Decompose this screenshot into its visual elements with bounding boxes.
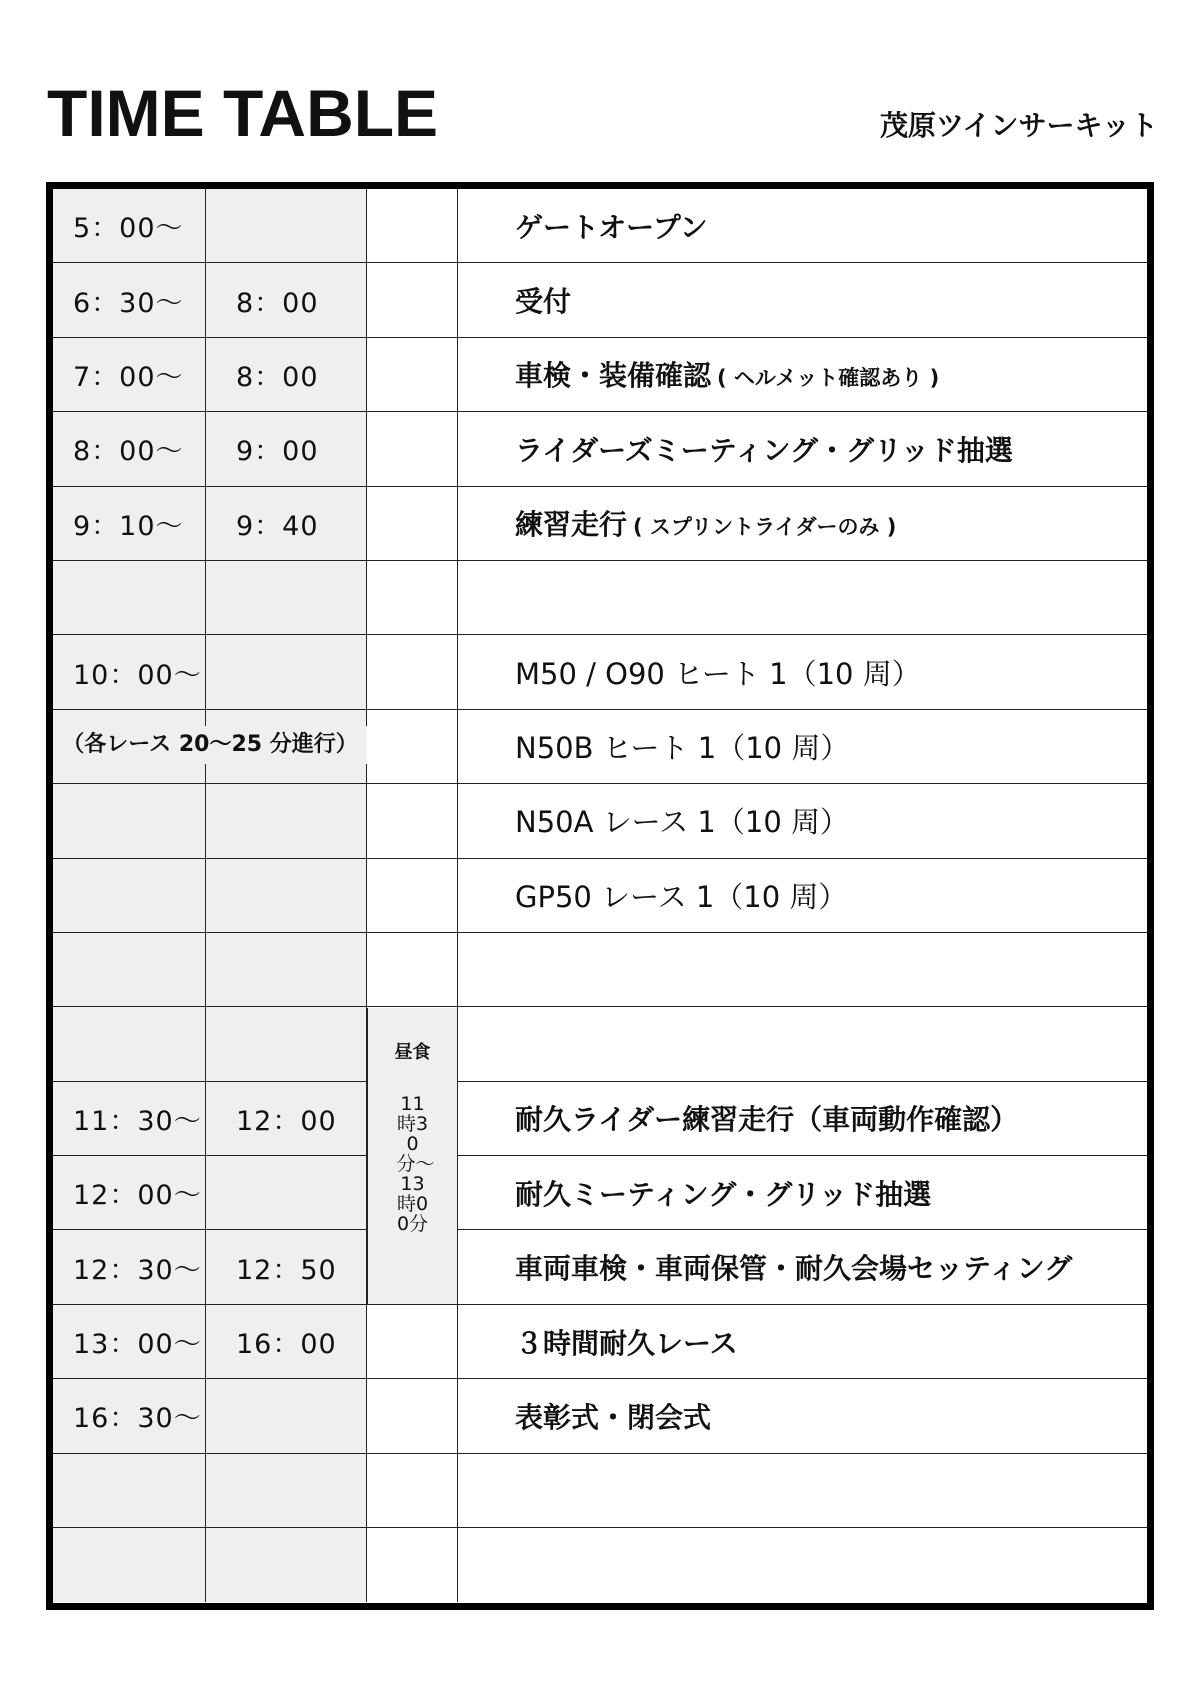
event-text: [515, 429, 1013, 469]
event-text: [515, 875, 847, 916]
side-cell: [367, 859, 458, 933]
event-text: [515, 800, 849, 841]
event-cell: [458, 338, 1147, 412]
event-note: ( スプリントライダーのみ ): [633, 515, 897, 540]
start-time: 6：30〜: [73, 287, 184, 319]
event-title: 表彰式・閉会式: [515, 1400, 712, 1434]
end-time-cell: [206, 189, 367, 263]
start-time-cell: [53, 933, 206, 1007]
end-time-cell: [206, 859, 367, 933]
end-time-cell: [206, 1230, 367, 1304]
timetable-frame: [46, 182, 1154, 1610]
end-time-cell: [206, 1082, 367, 1156]
side-cell: [367, 487, 458, 561]
start-time-cell: [53, 1007, 206, 1081]
event-text: [515, 1173, 931, 1213]
side-cell: [367, 561, 458, 635]
end-time-cell: [206, 1379, 367, 1453]
event-cell: [458, 784, 1147, 858]
event-cell: [458, 710, 1147, 784]
event-text: [515, 1098, 1018, 1138]
side-cell: [367, 1379, 458, 1453]
start-time-cell: [53, 1528, 206, 1602]
start-time: 11：30〜: [73, 1105, 202, 1137]
end-time-cell: [206, 784, 367, 858]
event-cell: [458, 1454, 1147, 1528]
start-time-cell: [53, 859, 206, 933]
start-time-cell: [53, 1305, 206, 1379]
event-cell: [458, 263, 1147, 337]
end-time-cell: [206, 1007, 367, 1081]
event-text: [515, 726, 849, 767]
event-title: ライダーズミーティング・グリッド抽選: [515, 433, 1013, 467]
event-cell: [458, 1230, 1147, 1304]
end-time-cell: [206, 933, 367, 1007]
end-time-cell: [206, 561, 367, 635]
start-time: 8：00〜: [73, 436, 184, 468]
event-cell: [458, 412, 1147, 486]
start-time-cell: [53, 338, 206, 412]
end-time-cell: [206, 1305, 367, 1379]
lunch-label: 昼食: [394, 1041, 431, 1063]
event-text: [515, 1322, 738, 1362]
event-text: [515, 354, 939, 394]
event-title: ３時間耐久レース: [515, 1326, 738, 1360]
start-time-cell: [53, 189, 206, 263]
side-cell: [367, 263, 458, 337]
event-cell: [458, 1305, 1147, 1379]
venue-name: 茂原ツインサーキット: [879, 109, 1158, 142]
event-text: [515, 280, 571, 320]
event-title: 受付: [515, 285, 572, 319]
start-time-cell: [53, 487, 206, 561]
event-note: ( ヘルメット確認あり ): [717, 366, 940, 391]
end-time: 8：00: [236, 361, 319, 393]
side-cell: [367, 412, 458, 486]
side-cell: [367, 784, 458, 858]
end-time: 12：50: [236, 1254, 337, 1286]
start-time-cell: [53, 1230, 206, 1304]
event-title: 耐久ミーティング・グリッド抽選: [515, 1177, 932, 1211]
event-title: 車両車検・車両保管・耐久会場セッティング: [515, 1252, 1073, 1286]
end-time-cell: [206, 1454, 367, 1528]
start-time: 16：30〜: [73, 1403, 202, 1435]
start-time-cell: [53, 784, 206, 858]
event-title: N50A レース 1（10 周）: [515, 805, 849, 840]
start-time-cell: [53, 1379, 206, 1453]
side-cell: [367, 710, 458, 784]
start-time-cell: [53, 412, 206, 486]
event-cell: [458, 859, 1147, 933]
side-cell: [367, 189, 458, 263]
start-time-cell: [53, 561, 206, 635]
event-cell: [458, 635, 1147, 709]
end-time-cell: [206, 338, 367, 412]
event-title: GP50 レース 1（10 周）: [515, 879, 848, 914]
end-time-cell: [206, 1156, 367, 1230]
page-title: TIME TABLE: [47, 76, 439, 150]
event-title: 車検・装備確認: [515, 359, 712, 393]
progress-note: （各レース 20〜25 分進行）: [53, 726, 367, 764]
end-time: 8：00: [236, 287, 319, 319]
start-time: 10：00〜: [73, 659, 202, 691]
event-cell: [458, 487, 1147, 561]
start-time: 12：00〜: [73, 1180, 202, 1212]
event-title: 耐久ライダー練習走行（車両動作確認）: [515, 1103, 1019, 1137]
end-time: 9：00: [236, 436, 319, 468]
event-title: ゲートオープン: [515, 210, 708, 244]
end-time-cell: [206, 1528, 367, 1602]
lunch-time: 11時30分〜13時00分: [396, 1092, 435, 1235]
event-cell: [458, 933, 1147, 1007]
event-cell: [458, 1156, 1147, 1230]
event-cell: [458, 1082, 1147, 1156]
timetable-grid: [53, 189, 1147, 1603]
side-cell: [367, 338, 458, 412]
end-time: 16：00: [236, 1329, 337, 1361]
start-time: 13：00〜: [73, 1329, 202, 1361]
end-time: 12：00: [236, 1105, 337, 1137]
end-time-cell: [206, 635, 367, 709]
side-cell: [367, 1528, 458, 1602]
start-time: 7：00〜: [73, 361, 184, 393]
start-time-cell: [53, 635, 206, 709]
event-title: M50 / O90 ヒート 1（10 周）: [515, 656, 921, 691]
side-cell: [367, 1305, 458, 1379]
event-cell: [458, 561, 1147, 635]
event-cell: [458, 1007, 1147, 1081]
end-time-cell: [206, 263, 367, 337]
event-text: [515, 652, 921, 693]
start-time: 9：10〜: [73, 510, 184, 542]
start-time-cell: [53, 1082, 206, 1156]
start-time: 5：00〜: [73, 213, 184, 245]
event-cell: [458, 1528, 1147, 1602]
start-time-cell: [53, 1156, 206, 1230]
start-time-cell: [53, 263, 206, 337]
lunch-break-box: [367, 1008, 458, 1304]
event-cell: [458, 189, 1147, 263]
event-text: [515, 1247, 1072, 1287]
event-text: [515, 503, 896, 543]
event-text: [515, 206, 708, 246]
event-text: [515, 1396, 711, 1436]
end-time-cell: [206, 412, 367, 486]
end-time: 9：40: [236, 510, 319, 542]
start-time-cell: [53, 1454, 206, 1528]
event-title: 練習走行: [515, 508, 628, 542]
event-title: N50B ヒート 1（10 周）: [515, 730, 850, 765]
event-cell: [458, 1379, 1147, 1453]
start-time: 12：30〜: [73, 1254, 202, 1286]
side-cell: [367, 933, 458, 1007]
side-cell: [367, 635, 458, 709]
side-cell: [367, 1454, 458, 1528]
end-time-cell: [206, 487, 367, 561]
